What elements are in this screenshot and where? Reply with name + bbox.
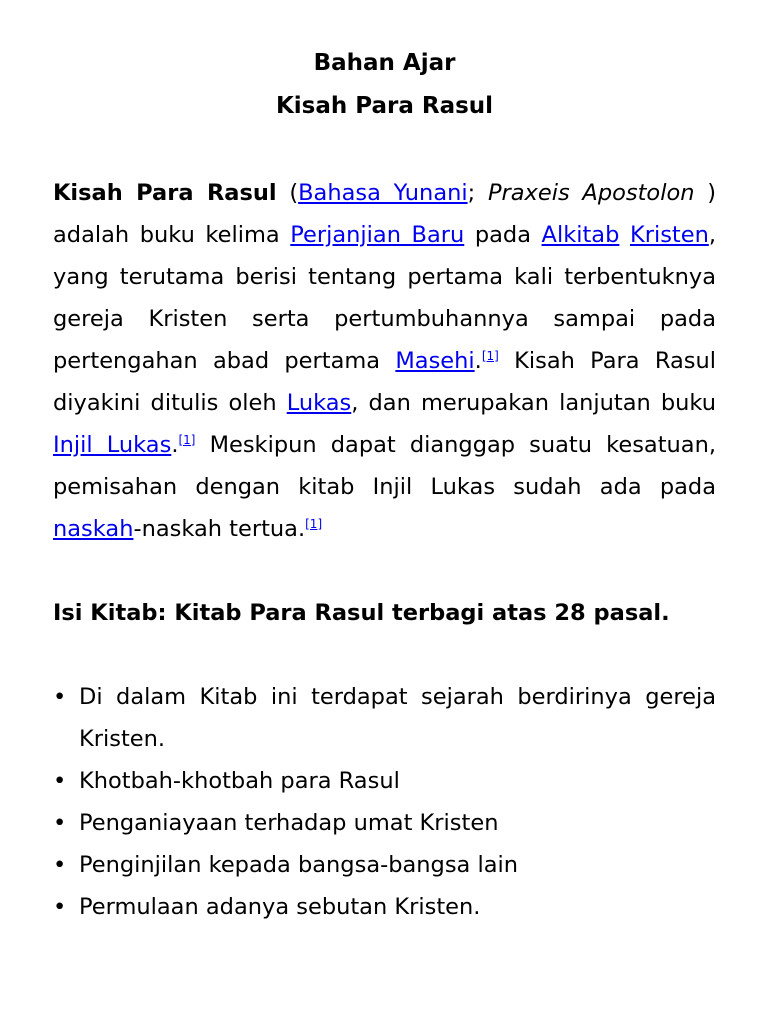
link-perjanjian-baru[interactable]: Perjanjian Baru bbox=[290, 222, 465, 248]
list-item-text: Khotbah-khotbah para Rasul bbox=[79, 768, 400, 794]
bullet-list bbox=[53, 676, 716, 928]
document-subtitle: Kisah Para Rasul bbox=[275, 93, 494, 119]
text-segment-1: ) adalah buku kelima bbox=[53, 180, 716, 248]
text-segment-4: Kisah Para Rasul diyakini ditulis oleh bbox=[53, 348, 716, 416]
text-segment-3: , yang terutama berisi tentang pertama kali terbentuknya gereja Kristen serta pertumbuhannya sampai pada pertengahan abad pertama bbox=[53, 222, 716, 374]
footnote-ref-1 bbox=[482, 349, 499, 363]
text-open-paren: ( bbox=[276, 180, 299, 206]
text-segment-5: , dan merupakan lanjutan buku bbox=[351, 390, 716, 416]
text-semicolon: ; bbox=[467, 180, 488, 206]
bullet-icon: • bbox=[53, 768, 67, 794]
bullet-icon: • bbox=[53, 894, 67, 920]
footnote-ref-2 bbox=[178, 433, 195, 447]
footnote-link-1[interactable]: [1] bbox=[481, 349, 499, 363]
link-lukas[interactable]: Lukas bbox=[286, 390, 352, 416]
intro-paragraph bbox=[53, 172, 716, 550]
list-item-text: Penganiayaan terhadap umat Kristen bbox=[79, 810, 499, 836]
list-item bbox=[53, 676, 716, 760]
text-period: . bbox=[474, 348, 482, 374]
link-injil-lukas[interactable]: Injil Lukas bbox=[53, 432, 172, 458]
text-segment-2: pada bbox=[464, 222, 542, 248]
intro-term: Kisah Para Rasul bbox=[53, 180, 277, 206]
footnote-ref-3 bbox=[305, 517, 322, 531]
text-space bbox=[619, 222, 630, 248]
bullet-icon: • bbox=[53, 852, 67, 878]
section-heading: Isi Kitab: Kitab Para Rasul terbagi atas 28 pasal. bbox=[53, 600, 670, 626]
bullet-icon: • bbox=[53, 684, 67, 710]
link-masehi[interactable]: Masehi bbox=[395, 348, 475, 374]
list-item bbox=[53, 844, 716, 886]
link-naskah[interactable]: naskah bbox=[53, 516, 134, 542]
list-item bbox=[53, 802, 716, 844]
list-item-text: Permulaan adanya sebutan Kristen. bbox=[79, 894, 481, 920]
link-kristen[interactable]: Kristen bbox=[629, 222, 709, 248]
greek-title: Praxeis Apostolon bbox=[487, 180, 695, 206]
text-segment-6: Meskipun dapat dianggap suatu kesatuan, pemisahan dengan kitab Injil Lukas sudah ada pada bbox=[53, 432, 716, 500]
link-bahasa-yunani[interactable]: Bahasa Yunani bbox=[298, 180, 468, 206]
footnote-link-2[interactable]: [1] bbox=[178, 433, 196, 447]
text-period: . bbox=[171, 432, 179, 458]
list-item-text: Di dalam Kitab ini terdapat sejarah berdirinya gereja Kristen. bbox=[79, 684, 716, 752]
list-item bbox=[53, 760, 716, 802]
link-alkitab[interactable]: Alkitab bbox=[541, 222, 620, 248]
list-item bbox=[53, 886, 716, 928]
list-item-text: Penginjilan kepada bangsa-bangsa lain bbox=[79, 852, 519, 878]
bullet-icon: • bbox=[53, 810, 67, 836]
document-title: Bahan Ajar bbox=[313, 50, 456, 76]
footnote-link-3[interactable]: [1] bbox=[305, 517, 323, 531]
text-segment-7: -naskah tertua. bbox=[133, 516, 306, 542]
